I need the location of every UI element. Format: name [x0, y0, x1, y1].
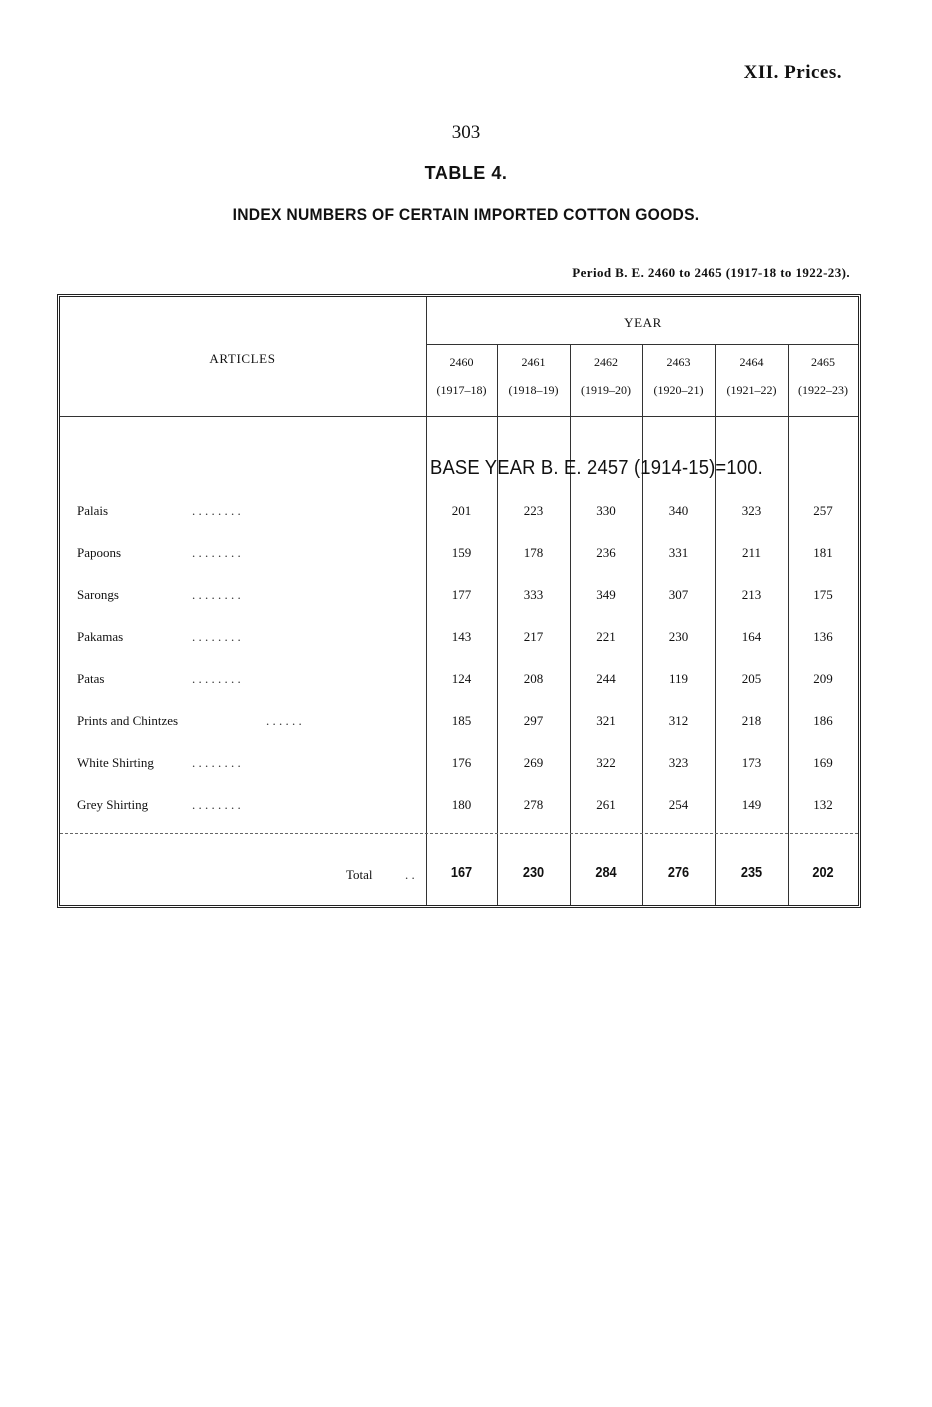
value-cell: 244 — [596, 671, 616, 686]
leader-dots: . . . . . . . . — [192, 671, 241, 686]
year-column-header: 2465 (1922–23) — [798, 355, 848, 397]
value-cell: 201 — [451, 503, 472, 518]
value-cell: 254 — [668, 797, 689, 812]
value-cell: 261 — [596, 797, 616, 812]
index-table — [57, 294, 861, 908]
value-cell: 307 — [668, 587, 689, 602]
value-cell: 119 — [668, 671, 689, 686]
leader-dots: . . . . . . . . — [192, 503, 241, 518]
value-cell: 211 — [741, 545, 762, 560]
value-cell: 213 — [741, 587, 762, 602]
value-cell: 312 — [668, 713, 689, 728]
total-cell: 230 — [522, 864, 545, 881]
article-label: Palais — [77, 503, 109, 518]
column-divider — [497, 345, 498, 905]
value-cell: 331 — [668, 545, 689, 560]
value-cell: 278 — [523, 797, 544, 812]
value-cell: 177 — [451, 587, 472, 602]
column-divider — [642, 345, 643, 905]
value-cell: 205 — [741, 671, 762, 686]
header-bottom-rule — [60, 416, 858, 417]
value-cell: 221 — [596, 629, 616, 644]
total-cell: 284 — [595, 864, 617, 881]
value-cell: 323 — [741, 503, 762, 518]
section-label: XII. Prices. — [743, 62, 842, 83]
value-cell: 230 — [668, 629, 689, 644]
article-label: Pakamas — [77, 629, 124, 644]
value-cell: 323 — [668, 755, 689, 770]
table-number: TABLE 4. — [424, 163, 508, 183]
year-column-header: 2464 (1921–22) — [726, 355, 777, 397]
value-cell: 209 — [813, 671, 833, 686]
value-cell: 333 — [523, 587, 544, 602]
value-cell: 143 — [451, 629, 472, 644]
leader-dots: . . . . . . . . — [192, 629, 241, 644]
value-cell: 164 — [741, 629, 762, 644]
base-year-note: BASE YEAR B. E. 2457 (1914-15)=100. — [430, 457, 763, 479]
leader-dots: . . . . . . — [266, 713, 302, 728]
value-cell: 257 — [813, 503, 833, 518]
total-cell: 235 — [740, 864, 763, 881]
year-header-rule — [426, 344, 858, 345]
value-cell: 321 — [596, 713, 616, 728]
value-cell: 178 — [523, 545, 544, 560]
value-cell: 330 — [596, 503, 616, 518]
value-cell: 124 — [451, 671, 472, 686]
value-cell: 175 — [813, 587, 833, 602]
year-column-header: 2460 (1917–18) — [436, 355, 487, 397]
value-cell: 223 — [523, 503, 544, 518]
value-cell: 208 — [523, 671, 544, 686]
period-note: Period B. E. 2460 to 2465 (1917-18 to 1922-23). — [572, 265, 850, 280]
article-label: Papoons — [77, 545, 122, 560]
value-cell: 159 — [451, 545, 472, 560]
value-cell: 322 — [596, 755, 616, 770]
leader-dots: . . . . . . . . — [192, 755, 241, 770]
total-label: Total — [346, 867, 373, 882]
value-cell: 236 — [596, 545, 616, 560]
article-label: White Shirting — [77, 755, 154, 770]
value-cell: 297 — [523, 713, 544, 728]
value-cell: 217 — [523, 629, 544, 644]
leader-dots: . . — [405, 867, 415, 882]
article-label: Sarongs — [77, 587, 119, 602]
value-cell: 173 — [741, 755, 762, 770]
value-cell: 180 — [451, 797, 472, 812]
value-cell: 349 — [596, 587, 616, 602]
column-divider — [715, 345, 716, 905]
leader-dots: . . . . . . . . — [192, 797, 241, 812]
article-label: Grey Shirting — [77, 797, 149, 812]
value-cell: 218 — [741, 713, 762, 728]
article-label: Patas — [77, 671, 105, 686]
column-divider — [570, 345, 571, 905]
value-cell: 132 — [813, 797, 833, 812]
value-cell: 149 — [741, 797, 762, 812]
value-cell: 340 — [668, 503, 689, 518]
value-cell: 169 — [813, 755, 833, 770]
total-top-rule — [60, 833, 858, 834]
year-column-header: 2461 (1918–19) — [508, 355, 559, 397]
table-title: INDEX NUMBERS OF CERTAIN IMPORTED COTTON GOODS. — [232, 205, 700, 224]
page-number: 303 — [451, 122, 481, 143]
value-cell: 176 — [451, 755, 472, 770]
value-cell: 181 — [813, 545, 833, 560]
value-cell: 269 — [523, 755, 544, 770]
total-cell: 202 — [812, 864, 834, 881]
year-column-header: 2463 (1920–21) — [653, 355, 704, 397]
total-cell: 276 — [667, 864, 690, 881]
value-cell: 186 — [813, 713, 833, 728]
column-divider — [788, 345, 789, 905]
value-cell: 185 — [451, 713, 472, 728]
year-column-header: 2462 (1919–20) — [581, 355, 631, 397]
articles-header: ARTICLES — [209, 351, 276, 366]
leader-dots: . . . . . . . . — [192, 545, 241, 560]
year-header: YEAR — [624, 315, 662, 330]
article-label: Prints and Chintzes — [77, 713, 179, 728]
value-cell: 136 — [813, 629, 833, 644]
total-cell: 167 — [450, 864, 473, 881]
leader-dots: . . . . . . . . — [192, 587, 241, 602]
